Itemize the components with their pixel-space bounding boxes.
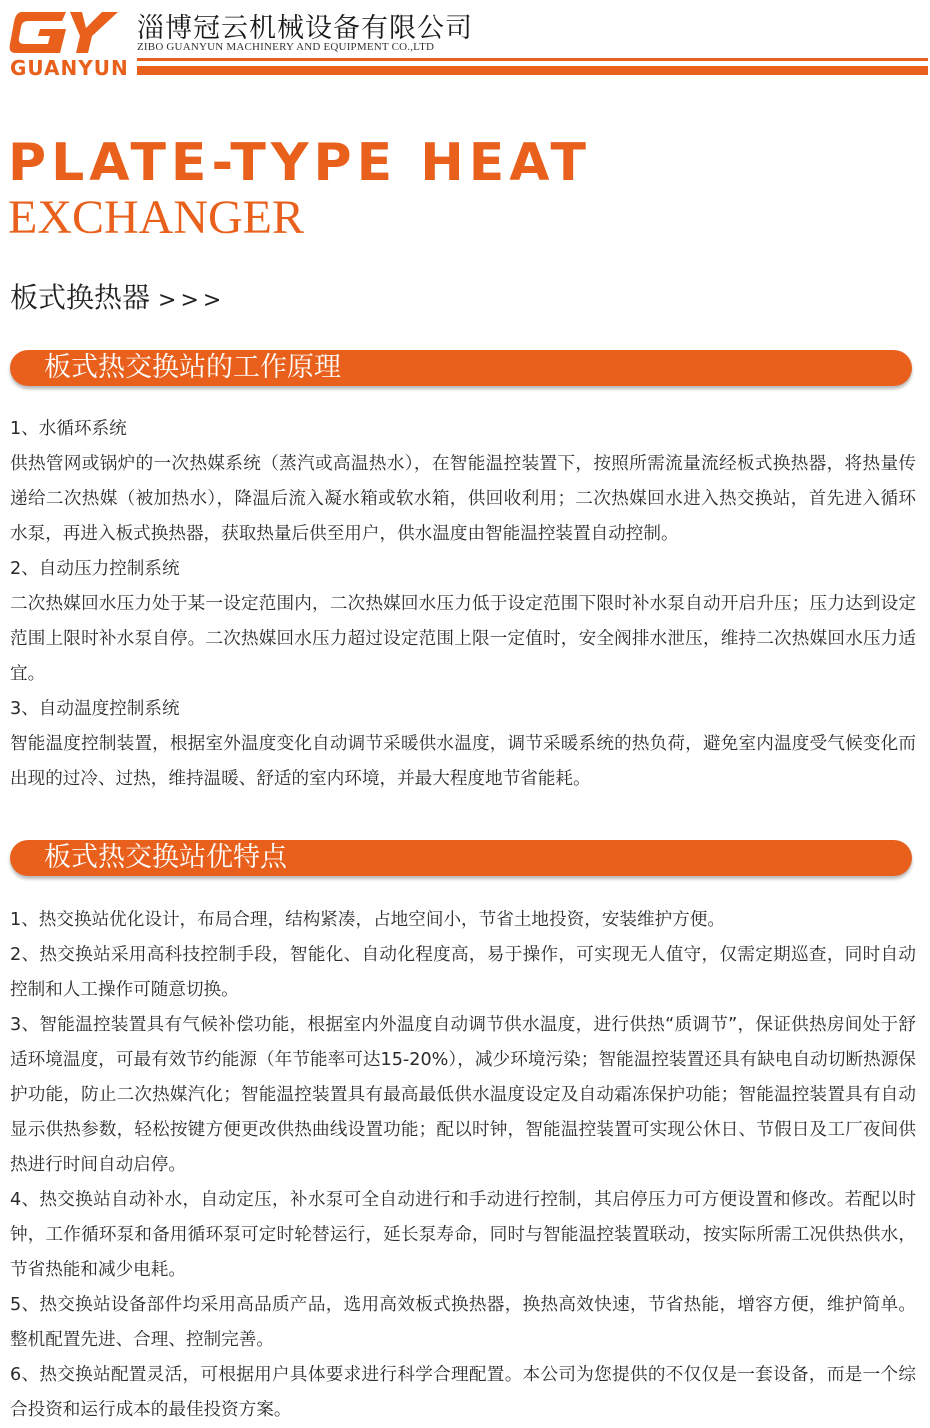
gy-logo-icon bbox=[8, 8, 126, 54]
page-header bbox=[0, 0, 930, 90]
title-line-2: EXCHANGER bbox=[8, 191, 304, 244]
company-name-cn: 淄博冠云机械设备有限公司 bbox=[137, 13, 473, 44]
section-content-working-principle bbox=[10, 412, 916, 797]
company-name-en: ZIBO GUANYUN MACHINERY AND EQUIPMENT CO.,LTD bbox=[137, 41, 435, 53]
section-bar-working-principle bbox=[10, 350, 912, 386]
paragraph: 2、热交换站采用高科技控制手段，智能化、自动化程度高，易于操作，可实现无人值守，仅需定期巡查，同时自动控制和人工操作可随意切换。 bbox=[10, 945, 916, 1000]
section-title: 板式热交换站的工作原理 bbox=[44, 352, 341, 383]
product-arrows: >>> bbox=[158, 288, 226, 313]
logo-text: GUANYUN bbox=[10, 56, 129, 80]
header-divider-thick bbox=[137, 66, 928, 75]
paragraph: 智能温度控制装置，根据室外温度变化自动调节采暖供水温度，调节采暖系统的热负荷，避免室内温度受气候变化而出现的过冷、过热，维持温暖、舒适的室内环境，并最大程度地节省能耗。 bbox=[10, 734, 916, 789]
section-bar-advantages bbox=[10, 840, 912, 876]
section-content-advantages bbox=[10, 903, 916, 1428]
product-heading bbox=[10, 276, 225, 316]
section-title: 板式热交换站优特点 bbox=[44, 842, 287, 873]
header-divider-thin bbox=[137, 58, 928, 61]
product-name: 板式换热器 bbox=[10, 281, 151, 314]
paragraph: 6、热交换站配置灵活，可根据用户具体要求进行科学合理配置。本公司为您提供的不仅仅是一套设备，而是一个综合投资和运行成本的最佳投资方案。 bbox=[10, 1365, 916, 1420]
paragraph: 供热管网或锅炉的一次热媒系统（蒸汽或高温热水），在智能温控装置下，按照所需流量流经板式换热器，将热量传递给二次热媒（被加热水），降温后流入凝水箱或软水箱，供回收利用；二次热媒回水进入热交换站，首先进入循环水泵，再进入板式换热器，获取热量后供至用户，供水温度由智能温控装置自动控制。 bbox=[10, 454, 916, 544]
paragraph: 4、热交换站自动补水，自动定压，补水泵可全自动进行和手动进行控制，其启停压力可方便设置和修改。若配以时钟，工作循环泵和备用循环泵可定时轮替运行，延长泵寿命，同时与智能温控装置联动，按实际所需工况供热供水，节省热能和减少电耗。 bbox=[10, 1190, 916, 1280]
paragraph: 1、水循环系统 bbox=[10, 419, 127, 439]
paragraph: 5、热交换站设备部件均采用高品质产品，选用高效板式换热器，换热高效快速，节省热能，增容方便，维护简单。整机配置先进、合理、控制完善。 bbox=[10, 1295, 916, 1350]
paragraph: 2、自动压力控制系统 bbox=[10, 559, 180, 579]
paragraph: 3、智能温控装置具有气候补偿功能，根据室内外温度自动调节供水温度，进行供热“质调节”，保证供热房间处于舒适环境温度，可最有效节约能源（年节能率可达15-20%），减少环境污染；智能温控装置还具有缺电自动切断热源保护功能，防止二次热媒汽化；智能温控装置具有最高最低供水温度设定及自动霜冻保护功能；智能温控装置具有自动显示供热参数，轻松按键方便更改供热曲线设置功能；配以时钟，智能温控装置可实现公休日、节假日及工厂夜间供热进行时间自动启停。 bbox=[10, 1015, 916, 1175]
paragraph: 3、自动温度控制系统 bbox=[10, 699, 180, 719]
paragraph: 1、热交换站优化设计，布局合理，结构紧凑，占地空间小，节省土地投资，安装维护方便。 bbox=[10, 910, 725, 930]
paragraph: 二次热媒回水压力处于某一设定范围内，二次热媒回水压力低于设定范围下限时补水泵自动开启升压；压力达到设定范围上限时补水泵自停。二次热媒回水压力超过设定范围上限一定值时，安全阀排水泄压，维持二次热媒回水压力适宜。 bbox=[10, 594, 916, 684]
title-line-1: PLATE-TYPE HEAT bbox=[8, 133, 591, 193]
